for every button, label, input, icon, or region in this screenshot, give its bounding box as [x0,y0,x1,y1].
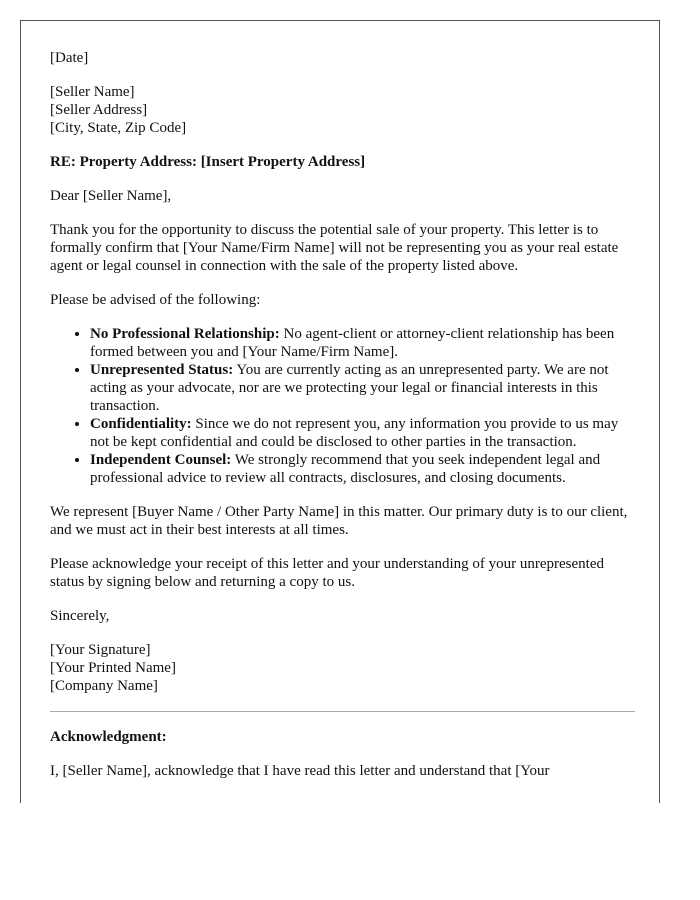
list-item [90,415,635,451]
list-item [90,451,635,487]
seller-address-block [50,83,635,137]
section-divider [50,711,635,712]
point-title: Unrepresented Status: [90,362,234,378]
point-text: We strongly recommend that you seek independent legal and professional advice to review all contracts, disclosures, and closing documents. [90,452,601,486]
point-title: No Professional Relationship: [90,326,280,342]
seller-name-text: [Seller Name] [50,84,135,100]
signature-text: [Your Signature] [50,642,151,658]
advised-line: Please be advised of the following: [50,292,261,308]
salutation: Dear [Seller Name], [50,188,172,204]
letter-page [20,20,660,803]
list-item [90,325,635,361]
signature-block [50,641,635,695]
point-text: You are currently acting as an unrepresented party. We are not acting as your advocate, nor are we protecting your legal or financial interests in this transaction. [90,362,609,414]
intro-paragraph: Thank you for the opportunity to discuss the potential sale of your property. This letter is to formally confirm that [Your Name/Firm Name] will not be representing you as your real estate agent or legal counsel in connection with the sale of the property listed above. [50,222,619,274]
letter-body [50,49,635,796]
represent-paragraph: We represent [Buyer Name / Other Party Name] in this matter. Our primary duty is to our client, and we must act in their best interests at all times. [50,504,628,538]
point-title: Independent Counsel: [90,452,232,468]
points-list [50,325,635,487]
re-line: RE: Property Address: [Insert Property Address] [50,154,366,170]
list-item [90,361,635,415]
acknowledgment-text: I, [Seller Name], acknowledge that I have read this letter and understand that [Your [50,763,550,779]
point-title: Confidentiality: [90,416,192,432]
city-state-zip-text: [City, State, Zip Code] [50,120,187,136]
point-text: No agent-client or attorney-client relationship has been formed between you and [Your Name/Firm Name]. [90,326,615,360]
company-name-text: [Company Name] [50,678,158,694]
date-block [50,49,635,67]
seller-address-text: [Seller Address] [50,102,148,118]
acknowledge-request-paragraph: Please acknowledge your receipt of this letter and your understanding of your unrepresented status by signing below and returning a copy to us. [50,556,604,590]
acknowledgment-heading: Acknowledgment: [50,729,167,745]
closing-text: Sincerely, [50,608,110,624]
printed-name-text: [Your Printed Name] [50,660,176,676]
date-text: [Date] [50,50,89,66]
point-text: Since we do not represent you, any information you provide to us may not be kept confidential and could be disclosed to other parties in the transaction. [90,416,619,450]
